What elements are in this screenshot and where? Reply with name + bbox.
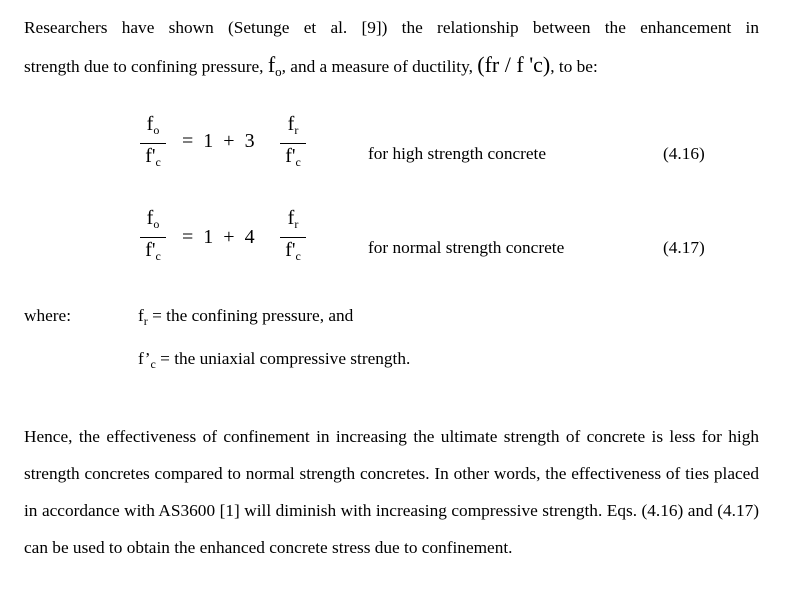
intro-line-1: Researchers have shown (Setunge et al. [9]) the relationship between the enhancement in <box>24 18 759 37</box>
rhs-fraction: $\frac{f_r}{f'_c}$ <box>280 208 306 266</box>
lhs-fraction: $\frac{f_o}{f'_c}$ <box>140 208 166 266</box>
where-label: where: <box>24 306 72 325</box>
equation-rhs: = 1 + 3 <box>182 130 255 152</box>
equation-rhs: = 1 + 4 <box>182 226 255 248</box>
equation-4-17-description: for normal strength concrete <box>368 238 565 257</box>
equation-4-16-description: for high strength concrete <box>368 144 547 163</box>
ductility-ratio: (fr / f 'c) <box>477 52 551 77</box>
coefficient: 3 <box>244 130 255 152</box>
equation-4-17-number: (4.17) <box>663 238 705 257</box>
intro-line-2 <box>24 46 759 90</box>
definition-confining-pressure: $f_r$ = the confining pressure, and <box>138 306 354 328</box>
intro-line-2-prefix: strength due to confining pressure, <box>24 57 264 76</box>
fo-symbol: $f_o$ <box>267 52 282 79</box>
intro-line-2-suffix: , to be: <box>550 57 598 76</box>
intro-paragraph <box>24 9 759 90</box>
coefficient: 4 <box>244 226 255 248</box>
rhs-fraction: $\frac{f_r}{f'_c}$ <box>280 114 306 172</box>
lhs-fraction: $\frac{f_o}{f'_c}$ <box>140 114 166 172</box>
definition-compressive-strength: $f’_c$ = the uniaxial compressive strength. <box>138 349 411 371</box>
conclusion-paragraph: Hence, the effectiveness of confinement in increasing the ultimate strength of concrete is less for high strength concretes compared to normal strength concretes. In other words, the effectiveness of ties placed in accordance with AS3600 [1] will diminish with increasing compressive strength. Eqs. (4.16) and (4.17) can be used to obtain the enhanced concrete stress due to confinement. <box>24 427 759 557</box>
equation-4-16-number: (4.16) <box>663 144 705 163</box>
intro-line-2-mid: , and a measure of ductility, <box>281 57 473 76</box>
